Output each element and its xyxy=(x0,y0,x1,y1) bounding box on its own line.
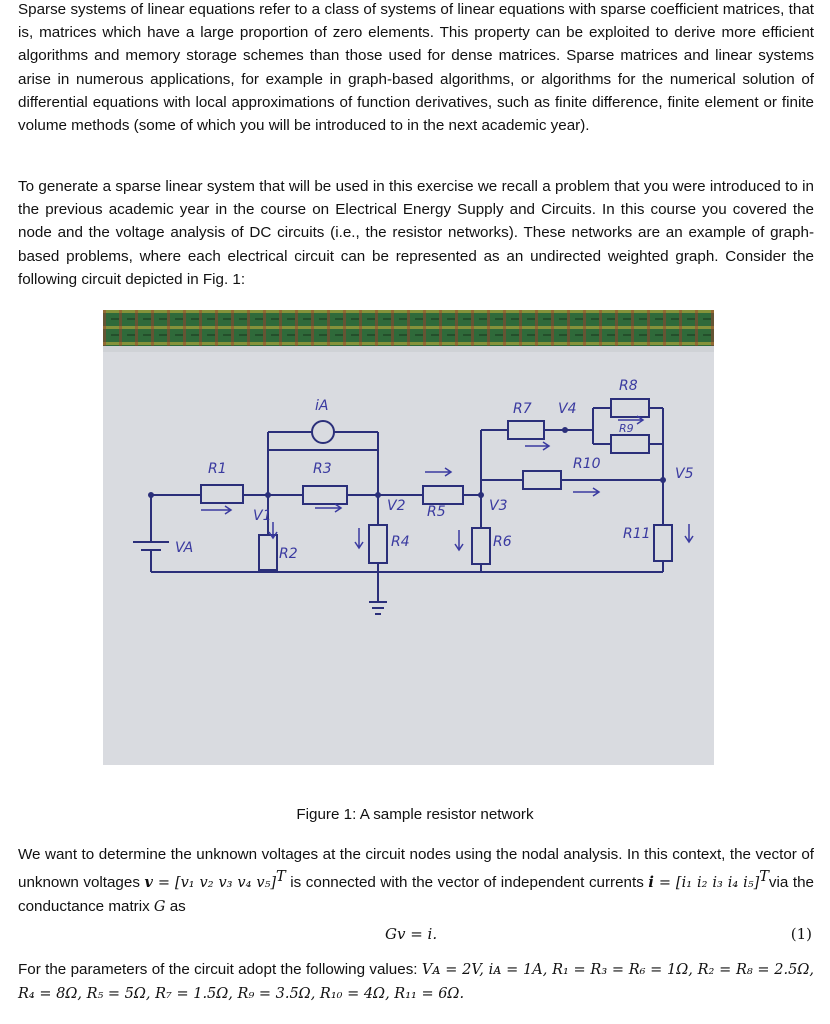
intro-paragraph: Sparse systems of linear equations refer to a class of systems of linear equations with sparse coefficient matrices, that is, matrices which have a large proportion of zero elements. This property can be exploited to derive more efficient algorithms and memory storage schemes than those used for dense matrices. Sparse matrices and linear systems arise in numerous applications, for example in graph-based algorithms, or algorithms for the numerical solution of differential equations with local approximations of function derivatives, such as finite difference, finite element or finite volume methods (some of which you will be introduced to in the next academic year). xyxy=(18,1,814,135)
label-v4: V4 xyxy=(558,401,577,417)
label-va: VA xyxy=(175,540,194,556)
label-r8: R8 xyxy=(619,378,638,394)
p3-transpose-2: T xyxy=(759,869,769,886)
p3-text-c: via the conductance matrix xyxy=(18,874,815,916)
p4-text: For the parameters of the circuit adopt the following values: xyxy=(18,961,422,978)
label-r10: R10 xyxy=(573,456,601,472)
label-r4: R4 xyxy=(391,534,410,550)
nodal-analysis-paragraph xyxy=(18,843,814,920)
label-r3: R3 xyxy=(313,461,332,477)
label-r9: R9 xyxy=(619,422,634,435)
equation: Gv = i. xyxy=(385,925,438,943)
p4-parameter-values: Vᴀ = 2V, iᴀ = 1A, R₁ = R₃ = R₆ = 1Ω, R₂ = R₈ = 2.5Ω, R₄ = 8Ω, R₅ = 5Ω, R₇ = 1.5Ω, R₉ = 3.5Ω, R₁₀ = 4Ω, R₁₁ = 6Ω. xyxy=(18,962,814,1003)
equation-line xyxy=(0,925,830,949)
p3-text-b: is connected with the vector of independent currents xyxy=(285,874,649,892)
p3-current-vector: = [i₁ i₂ i₃ i₄ i₅] xyxy=(653,875,760,892)
label-v2: V2 xyxy=(387,498,406,514)
p3-transpose-1: T xyxy=(276,869,286,886)
p3-vector-v: v xyxy=(144,874,153,892)
label-ia: iA xyxy=(315,398,329,414)
equation-number: (1) xyxy=(790,925,812,943)
label-r5: R5 xyxy=(427,504,446,520)
figure-caption: Figure 1: A sample resistor network xyxy=(296,806,534,823)
label-v5: V5 xyxy=(675,466,694,482)
label-r11: R11 xyxy=(623,526,651,542)
p3-vector-i: i xyxy=(648,874,654,892)
p3-matrix-g: G xyxy=(153,899,166,916)
circuit-paragraph: To generate a sparse linear system that will be used in this exercise we recall a problem that you were introduced to in the previous academic year in the course on Electrical Energy Supply and Circuits. In this course you covered the node and the voltage analysis of DC circuits (i.e., the resistor networks). These networks are an example of graph-based problems, where each electrical circuit can be represented as an undirected weighted graph. Consider the following circuit depicted in Fig. 1: xyxy=(18,178,814,288)
parameters-paragraph xyxy=(18,958,814,1006)
label-v3: V3 xyxy=(489,498,508,514)
p3-text-a: We want to determine the unknown voltages at the circuit nodes using the nodal analysis. In this context, the vector of unknown voltages xyxy=(18,846,814,892)
p3-voltage-vector: = [v₁ v₂ v₃ v₄ v₅] xyxy=(152,875,277,892)
label-r2: R2 xyxy=(279,546,298,562)
label-r1: R1 xyxy=(208,461,227,477)
p3-text-d: as xyxy=(165,898,186,916)
circuit-photo xyxy=(103,310,714,765)
label-r6: R6 xyxy=(493,534,512,550)
label-r7: R7 xyxy=(513,401,532,417)
label-v1: V1 xyxy=(253,508,272,524)
